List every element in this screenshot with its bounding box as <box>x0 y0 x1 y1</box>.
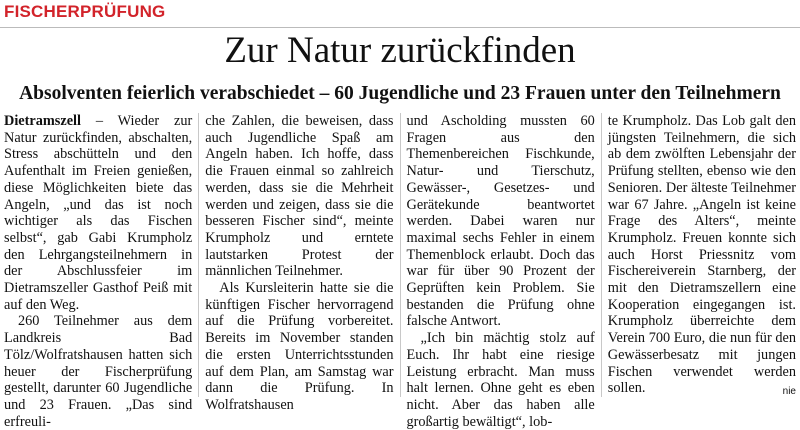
paragraph-text: – Wieder zur Natur zurückfinden, abschalten, Stress abschütteln und den Aufenthalt im Freien genießen, diese Möglichkeiten biete das Angeln, „und das ist noch wichtiger als das Fischen selbst“, gab Gabi Krumpholz den Lehrgangsteilnehmern in der Abschlussfeier im Dietramszeller Gasthof Peiß mit auf den Weg. <box>4 113 193 313</box>
article-column-1 <box>4 113 199 430</box>
article-column-3 <box>406 113 602 430</box>
article-subheadline: Absolventen feierlich verabschiedet – 60 Jugendliche und 23 Frauen unter den Teilnehmern <box>19 83 781 104</box>
article-column-2 <box>205 113 400 413</box>
article-body <box>4 113 796 430</box>
paragraph-text: te Krumpholz. Das Lob galt den jüngsten Teilnehmern, die sich ab dem zwölften Lebensjahr der Prüfung stellten, ebenso wie den Senioren. Der älteste Teilnehmer war 67 Jahre. „Angeln ist keine Frage des Alters“, meinte Krumpholz. Freuen konnte sich auch Horst Priessnitz vom Fischereiverein Starnberg, der mit den Dietramszellern eine Kooperation eingegangen ist. Krumpholz überreichte dem Verein 700 Euro, die nun für den Gewässerbesatz mit jungen Fischen verwendet werden sollen. <box>607 113 796 397</box>
paragraph: und Ascholding mussten 60 Fragen aus den Themenbereichen Fischkunde, Natur- und Tierschutz, Gewässer-, Gesetzes- und Gerätekunde beantwortet werden. Dabei waren nur maximal sechs Fehler in einem Themenblock erlaubt. Doch das war für über 90 Prozent der Geprüften kein Problem. Sie bestanden die Prüfung ohne falsche Antwort. <box>406 113 595 330</box>
article-headline: Zur Natur zurückfinden <box>224 30 576 71</box>
paragraph <box>4 113 192 313</box>
article-column-4 <box>608 113 796 397</box>
paragraph: Als Kursleiterin hatte sie die künftigen Fischer hervorragend auf die Prüfung vorbereitet. Bereits im November standen die ersten Unterrichtsstunden auf dem Plan, am Samstag war dann die Prüfung. In Wolfratshausen <box>205 280 394 413</box>
author-initials: nie <box>782 386 796 398</box>
kicker-label: FISCHERPRÜFUNG <box>4 2 166 21</box>
dateline: Dietramszell <box>4 113 82 129</box>
paragraph: „Ich bin mächtig stolz auf Euch. Ihr habt eine riesige Leistung erbracht. Man muss halt lernen. Ohne geht es eben nicht. Aber das haben alle großartig bewältigt“, lob- <box>406 330 595 430</box>
section-kicker <box>0 0 800 28</box>
paragraph: 260 Teilnehmer aus dem Landkreis Bad Tölz/Wolfratshausen hatten sich heuer der Fischerprüfung gestellt, darunter 60 Jugendliche und 23 Frauen. „Das sind erfreuli- <box>4 313 193 430</box>
paragraph: che Zahlen, die beweisen, dass auch Jugendliche Spaß am Angeln haben. Ich hoffe, dass die Frauen einmal so zahlreich werden, dass sie die Mehrheit werden und zeigen, dass sie die besseren Fischer sind“, meinte Krumpholz und erntete lautstarken Protest der männlichen Teilnehmer. <box>205 113 394 280</box>
paragraph <box>608 113 796 397</box>
